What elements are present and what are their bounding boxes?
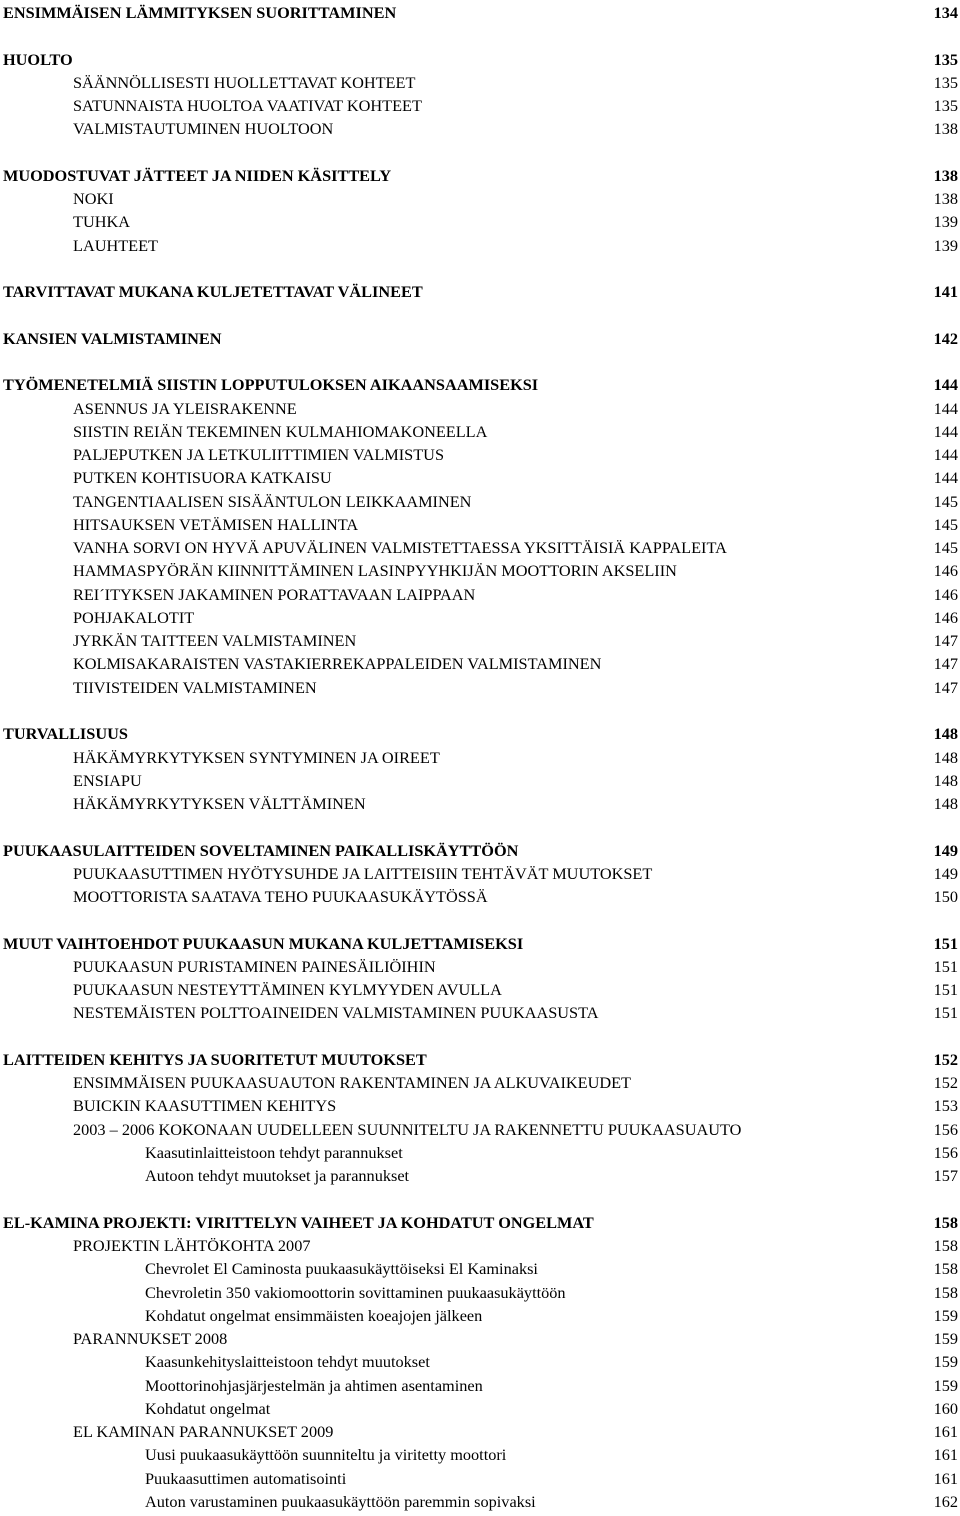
toc-subsubsection-entry[interactable] <box>3 1350 960 1373</box>
toc-subsection-entry[interactable] <box>3 955 960 978</box>
toc-entry-page-number: 152 <box>933 1073 958 1093</box>
toc-section-entry[interactable] <box>3 722 960 745</box>
toc-entry-title: MUODOSTUVAT JÄTTEET JA NIIDEN KÄSITTELY <box>3 165 392 185</box>
toc-entry-title: VALMISTAUTUMINEN HUOLTOON <box>73 119 334 139</box>
toc-entry-title: EL-KAMINA PROJEKTI: VIRITTELYN VAIHEET JA KOHDATUT ONGELMAT <box>3 1212 594 1232</box>
toc-entry-page-number: 149 <box>933 840 958 860</box>
toc-section-entry[interactable] <box>3 1048 960 1071</box>
toc-entry-page-number: 144 <box>933 375 958 395</box>
toc-subsection-entry[interactable] <box>3 210 960 233</box>
toc-subsection-entry[interactable] <box>3 583 960 606</box>
toc-entry-title: Kaasutinlaitteistoon tehdyt parannukset <box>145 1143 403 1163</box>
toc-subsection-entry[interactable] <box>3 862 960 885</box>
toc-entry-page-number: 135 <box>933 72 958 92</box>
toc-entry-page-number: 159 <box>933 1352 958 1372</box>
toc-section-entry[interactable] <box>3 373 960 396</box>
toc-subsection-entry[interactable] <box>3 1234 960 1257</box>
toc-entry-page-number: 160 <box>933 1398 958 1418</box>
toc-entry-page-number: 147 <box>933 654 958 674</box>
toc-entry-page-number: 138 <box>933 165 958 185</box>
table-of-contents <box>3 1 960 1513</box>
toc-subsubsection-entry[interactable] <box>3 1141 960 1164</box>
toc-subsection-entry[interactable] <box>3 1420 960 1443</box>
toc-subsection-entry[interactable] <box>3 1001 960 1024</box>
toc-entry-page-number: 139 <box>933 235 958 255</box>
toc-entry-title: Kaasunkehityslaitteistoon tehdyt muutokset <box>145 1352 430 1372</box>
toc-entry-page-number: 135 <box>933 96 958 116</box>
toc-subsection-entry[interactable] <box>3 1071 960 1094</box>
toc-entry-page-number: 141 <box>933 282 958 302</box>
toc-subsection-entry[interactable] <box>3 420 960 443</box>
toc-subsection-entry[interactable] <box>3 1118 960 1141</box>
toc-entry-title: PROJEKTIN LÄHTÖKOHTA 2007 <box>73 1236 311 1256</box>
toc-subsection-entry[interactable] <box>3 443 960 466</box>
toc-entry-page-number: 146 <box>933 584 958 604</box>
toc-entry-title: PALJEPUTKEN JA LETKULIITTIMIEN VALMISTUS <box>73 445 445 465</box>
toc-entry-title: PARANNUKSET 2008 <box>73 1329 228 1349</box>
toc-entry-page-number: 145 <box>933 491 958 511</box>
toc-entry-page-number: 161 <box>933 1422 958 1442</box>
toc-entry-title: HITSAUKSEN VETÄMISEN HALLINTA <box>73 514 359 534</box>
toc-entry-page-number: 145 <box>933 538 958 558</box>
toc-section-entry[interactable] <box>3 48 960 71</box>
toc-entry-page-number: 148 <box>933 770 958 790</box>
toc-entry-page-number: 153 <box>933 1096 958 1116</box>
toc-entry-title: JYRKÄN TAITTEEN VALMISTAMINEN <box>73 631 357 651</box>
toc-entry-page-number: 150 <box>933 887 958 907</box>
toc-subsection-entry[interactable] <box>3 536 960 559</box>
toc-subsection-entry[interactable] <box>3 94 960 117</box>
toc-subsubsection-entry[interactable] <box>3 1164 960 1187</box>
toc-entry-page-number: 144 <box>933 445 958 465</box>
toc-subsection-entry[interactable] <box>3 769 960 792</box>
toc-entry-page-number: 151 <box>933 933 958 953</box>
toc-entry-page-number: 144 <box>933 398 958 418</box>
toc-subsection-entry[interactable] <box>3 397 960 420</box>
toc-entry-page-number: 158 <box>933 1259 958 1279</box>
toc-entry-title: Moottorinohjasjärjestelmän ja ahtimen asentaminen <box>145 1375 483 1395</box>
toc-entry-page-number: 144 <box>933 421 958 441</box>
toc-entry-page-number: 148 <box>933 794 958 814</box>
toc-entry-title: Auton varustaminen puukaasukäyttöön paremmin sopivaksi <box>145 1492 536 1511</box>
toc-entry-title: PUUKAASULAITTEIDEN SOVELTAMINEN PAIKALLISKÄYTTÖÖN <box>3 840 519 860</box>
toc-entry-title: Kohdatut ongelmat ensimmäisten koeajojen jälkeen <box>145 1305 483 1325</box>
toc-subsection-entry[interactable] <box>3 513 960 536</box>
toc-subsubsection-entry[interactable] <box>3 1443 960 1466</box>
toc-entry-page-number: 139 <box>933 212 958 232</box>
toc-entry-title: TYÖMENETELMIÄ SIISTIN LOPPUTULOKSEN AIKAANSAAMISEKSI <box>3 375 539 395</box>
toc-entry-title: HUOLTO <box>3 49 73 69</box>
toc-entry-title: SÄÄNNÖLLISESTI HUOLLETTAVAT KOHTEET <box>73 72 416 92</box>
toc-entry-title: PUUKAASUN NESTEYTTÄMINEN KYLMYYDEN AVULLA <box>73 980 502 1000</box>
toc-entry-page-number: 148 <box>933 747 958 767</box>
toc-entry-page-number: 134 <box>933 3 958 22</box>
toc-entry-page-number: 138 <box>933 119 958 139</box>
toc-subsubsection-entry[interactable] <box>3 1490 960 1513</box>
toc-subsection-entry[interactable] <box>3 117 960 140</box>
toc-entry-title: HAMMASPYÖRÄN KIINNITTÄMINEN LASINPYYHKIJÄN MOOTTORIN AKSELIIN <box>73 561 677 581</box>
toc-entry-title: LAITTEIDEN KEHITYS JA SUORITETUT MUUTOKSET <box>3 1049 427 1069</box>
toc-subsection-entry[interactable] <box>3 1327 960 1350</box>
toc-entry-page-number: 151 <box>933 1003 958 1023</box>
toc-entry-page-number: 138 <box>933 189 958 209</box>
toc-subsection-entry[interactable] <box>3 792 960 815</box>
toc-entry-page-number: 158 <box>933 1236 958 1256</box>
toc-entry-page-number: 156 <box>933 1119 958 1139</box>
toc-entry-title: Uusi puukaasukäyttöön suunniteltu ja viritetty moottori <box>145 1445 507 1465</box>
toc-entry-title: PUUKAASUTTIMEN HYÖTYSUHDE JA LAITTEISIIN TEHTÄVÄT MUUTOKSET <box>73 863 653 883</box>
toc-entry-page-number: 146 <box>933 561 958 581</box>
toc-section-entry[interactable] <box>3 327 960 350</box>
toc-section-entry[interactable] <box>3 1211 960 1234</box>
toc-entry-title: SATUNNAISTA HUOLTOA VAATIVAT KOHTEET <box>73 96 422 116</box>
toc-subsection-entry[interactable] <box>3 676 960 699</box>
toc-entry-title: NOKI <box>73 189 114 209</box>
toc-subsection-entry[interactable] <box>3 885 960 908</box>
toc-entry-page-number: 142 <box>933 328 958 348</box>
toc-entry-page-number: 148 <box>933 724 958 744</box>
toc-entry-title: Chevroletin 350 vakiomoottorin sovittaminen puukaasukäyttöön <box>145 1282 566 1302</box>
toc-subsection-entry[interactable] <box>3 652 960 675</box>
toc-entry-title: Puukaasuttimen automatisointi <box>145 1468 347 1488</box>
toc-entry-title: MUUT VAIHTOEHDOT PUUKAASUN MUKANA KULJETTAMISEKSI <box>3 933 524 953</box>
toc-entry-title: TUHKA <box>73 212 130 232</box>
toc-entry-title: LAUHTEET <box>73 235 158 255</box>
toc-entry-page-number: 149 <box>933 863 958 883</box>
toc-subsection-entry[interactable] <box>3 466 960 489</box>
toc-subsubsection-entry[interactable] <box>3 1467 960 1490</box>
toc-entry-page-number: 159 <box>933 1375 958 1395</box>
toc-entry-title: REI´ITYKSEN JAKAMINEN PORATTAVAAN LAIPPAAN <box>73 584 476 604</box>
toc-entry-page-number: 144 <box>933 468 958 488</box>
toc-subsection-entry[interactable] <box>3 746 960 769</box>
toc-entry-page-number: 157 <box>933 1166 958 1186</box>
toc-entry-title: MOOTTORISTA SAATAVA TEHO PUUKAASUKÄYTÖSSÄ <box>73 887 488 907</box>
toc-entry-title: Autoon tehdyt muutokset ja parannukset <box>145 1166 410 1186</box>
toc-subsubsection-entry[interactable] <box>3 1304 960 1327</box>
toc-subsection-entry[interactable] <box>3 559 960 582</box>
toc-entry-title: ENSIAPU <box>73 770 142 790</box>
toc-entry-title: HÄKÄMYRKYTYKSEN SYNTYMINEN JA OIREET <box>73 747 440 767</box>
toc-subsection-entry[interactable] <box>3 234 960 257</box>
toc-entry-title: VANHA SORVI ON HYVÄ APUVÄLINEN VALMISTETTAESSA YKSITTÄISIÄ KAPPALEITA <box>73 538 727 558</box>
toc-entry-title: SIISTIN REIÄN TEKEMINEN KULMAHIOMAKONEELLA <box>73 421 488 441</box>
toc-section-entry[interactable] <box>3 839 960 862</box>
toc-section-entry[interactable] <box>3 932 960 955</box>
toc-entry-page-number: 158 <box>933 1282 958 1302</box>
toc-entry-title: PUTKEN KOHTISUORA KATKAISU <box>73 468 332 488</box>
toc-entry-title: KANSIEN VALMISTAMINEN <box>3 328 222 348</box>
toc-entry-title: TURVALLISUUS <box>3 724 128 744</box>
toc-entry-title: TANGENTIAALISEN SISÄÄNTULON LEIKKAAMINEN <box>73 491 472 511</box>
toc-subsubsection-entry[interactable] <box>3 1374 960 1397</box>
toc-entry-title: ASENNUS JA YLEISRAKENNE <box>73 398 297 418</box>
toc-entry-page-number: 151 <box>933 980 958 1000</box>
toc-entry-title: KOLMISAKARAISTEN VASTAKIERREKAPPALEIDEN VALMISTAMINEN <box>73 654 602 674</box>
toc-entry-title: TARVITTAVAT MUKANA KULJETETTAVAT VÄLINEET <box>3 282 423 302</box>
toc-entry-title: 2003 – 2006 KOKONAAN UUDELLEEN SUUNNITELTU JA RAKENNETTU PUUKAASUAUTO <box>73 1119 742 1139</box>
toc-section-entry[interactable] <box>3 280 960 303</box>
toc-entry-title: PUUKAASUN PURISTAMINEN PAINESÄILIÖIHIN <box>73 956 436 976</box>
toc-entry-title: POHJAKALOTIT <box>73 607 195 627</box>
toc-entry-page-number: 162 <box>933 1492 958 1511</box>
toc-entry-title: ENSIMMÄISEN LÄMMITYKSEN SUORITTAMINEN <box>3 3 397 22</box>
toc-entry-page-number: 146 <box>933 607 958 627</box>
toc-subsection-entry[interactable] <box>3 1094 960 1117</box>
toc-entry-page-number: 161 <box>933 1468 958 1488</box>
toc-subsection-entry[interactable] <box>3 71 960 94</box>
toc-subsubsection-entry[interactable] <box>3 1397 960 1420</box>
toc-subsection-entry[interactable] <box>3 629 960 652</box>
toc-entry-page-number: 156 <box>933 1143 958 1163</box>
toc-entry-title: HÄKÄMYRKYTYKSEN VÄLTTÄMINEN <box>73 794 366 814</box>
toc-entry-title: TIIVISTEIDEN VALMISTAMINEN <box>73 677 317 697</box>
toc-entry-page-number: 147 <box>933 677 958 697</box>
toc-subsubsection-entry[interactable] <box>3 1257 960 1280</box>
toc-subsubsection-entry[interactable] <box>3 1281 960 1304</box>
toc-entry-title: EL KAMINAN PARANNUKSET 2009 <box>73 1422 334 1442</box>
toc-entry-title: NESTEMÄISTEN POLTTOAINEIDEN VALMISTAMINEN PUUKAASUSTA <box>73 1003 599 1023</box>
toc-entry-title: BUICKIN KAASUTTIMEN KEHITYS <box>73 1096 337 1116</box>
toc-entry-page-number: 151 <box>933 956 958 976</box>
toc-section-entry[interactable] <box>3 1 960 24</box>
toc-subsection-entry[interactable] <box>3 187 960 210</box>
toc-section-entry[interactable] <box>3 164 960 187</box>
toc-entry-page-number: 158 <box>933 1212 958 1232</box>
toc-entry-page-number: 135 <box>933 49 958 69</box>
toc-subsection-entry[interactable] <box>3 490 960 513</box>
toc-entry-title: ENSIMMÄISEN PUUKAASUAUTON RAKENTAMINEN JA ALKUVAIKEUDET <box>73 1073 631 1093</box>
toc-subsection-entry[interactable] <box>3 606 960 629</box>
toc-entry-page-number: 145 <box>933 514 958 534</box>
toc-entry-title: Kohdatut ongelmat <box>145 1398 271 1418</box>
toc-entry-page-number: 161 <box>933 1445 958 1465</box>
toc-entry-page-number: 152 <box>933 1049 958 1069</box>
toc-entry-page-number: 159 <box>933 1329 958 1349</box>
toc-subsection-entry[interactable] <box>3 978 960 1001</box>
toc-entry-title: Chevrolet El Caminosta puukaasukäyttöiseksi El Kaminaksi <box>145 1259 538 1279</box>
toc-entry-page-number: 159 <box>933 1305 958 1325</box>
toc-entry-page-number: 147 <box>933 631 958 651</box>
